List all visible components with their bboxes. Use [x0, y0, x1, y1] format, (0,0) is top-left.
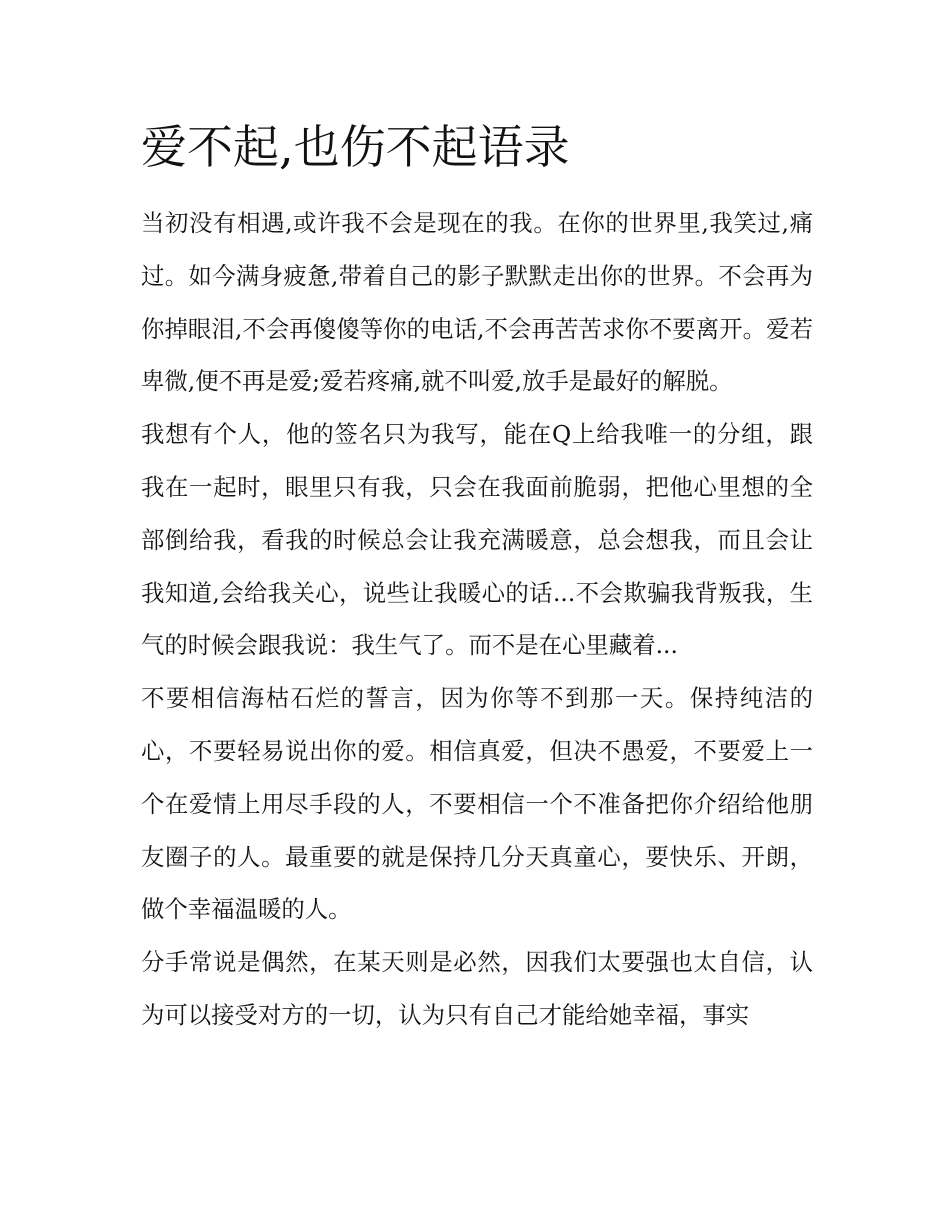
paragraph: 不要相信海枯石烂的誓言，因为你等不到那一天。保持纯洁的心，不要轻易说出你的爱。相信真爱，但决不愚爱，不要爱上一个在爱情上用尽手段的人，不要相信一个不准备把你介绍给他朋友圈子的人。最重要的就是保持几分天真童心，要快乐、开朗，做个幸福温暖的人。: [141, 684, 813, 924]
document-body: [141, 112, 813, 1042]
paragraph: 当初没有相遇,或许我不会是现在的我。在你的世界里,我笑过,痛过。如今满身疲惫,带着自己的影子默默走出你的世界。不会再为你掉眼泪,不会再傻傻等你的电话,不会再苦苦求你不要离开。爱若卑微,便不再是爱;爱若疼痛,就不叫爱,放手是最好的解脱。: [141, 209, 813, 396]
page-title: 爱不起,也伤不起语录: [141, 120, 570, 174]
paragraph: 我想有个人，他的签名只为我写，能在Q上给我唯一的分组，跟我在一起时，眼里只有我，只会在我面前脆弱，把他心里想的全部倒给我，看我的时候总会让我充满暖意，总会想我，而且会让我知道,会给我关心，说些让我暖心的话...不会欺骗我背叛我，生气的时候会跟我说：我生气了。而不是在心里藏着...: [141, 420, 813, 660]
paragraph: 分手常说是偶然，在某天则是必然，因我们太要强也太自信，认为可以接受对方的一切，认为只有自己才能给她幸福，事实: [141, 948, 813, 1029]
